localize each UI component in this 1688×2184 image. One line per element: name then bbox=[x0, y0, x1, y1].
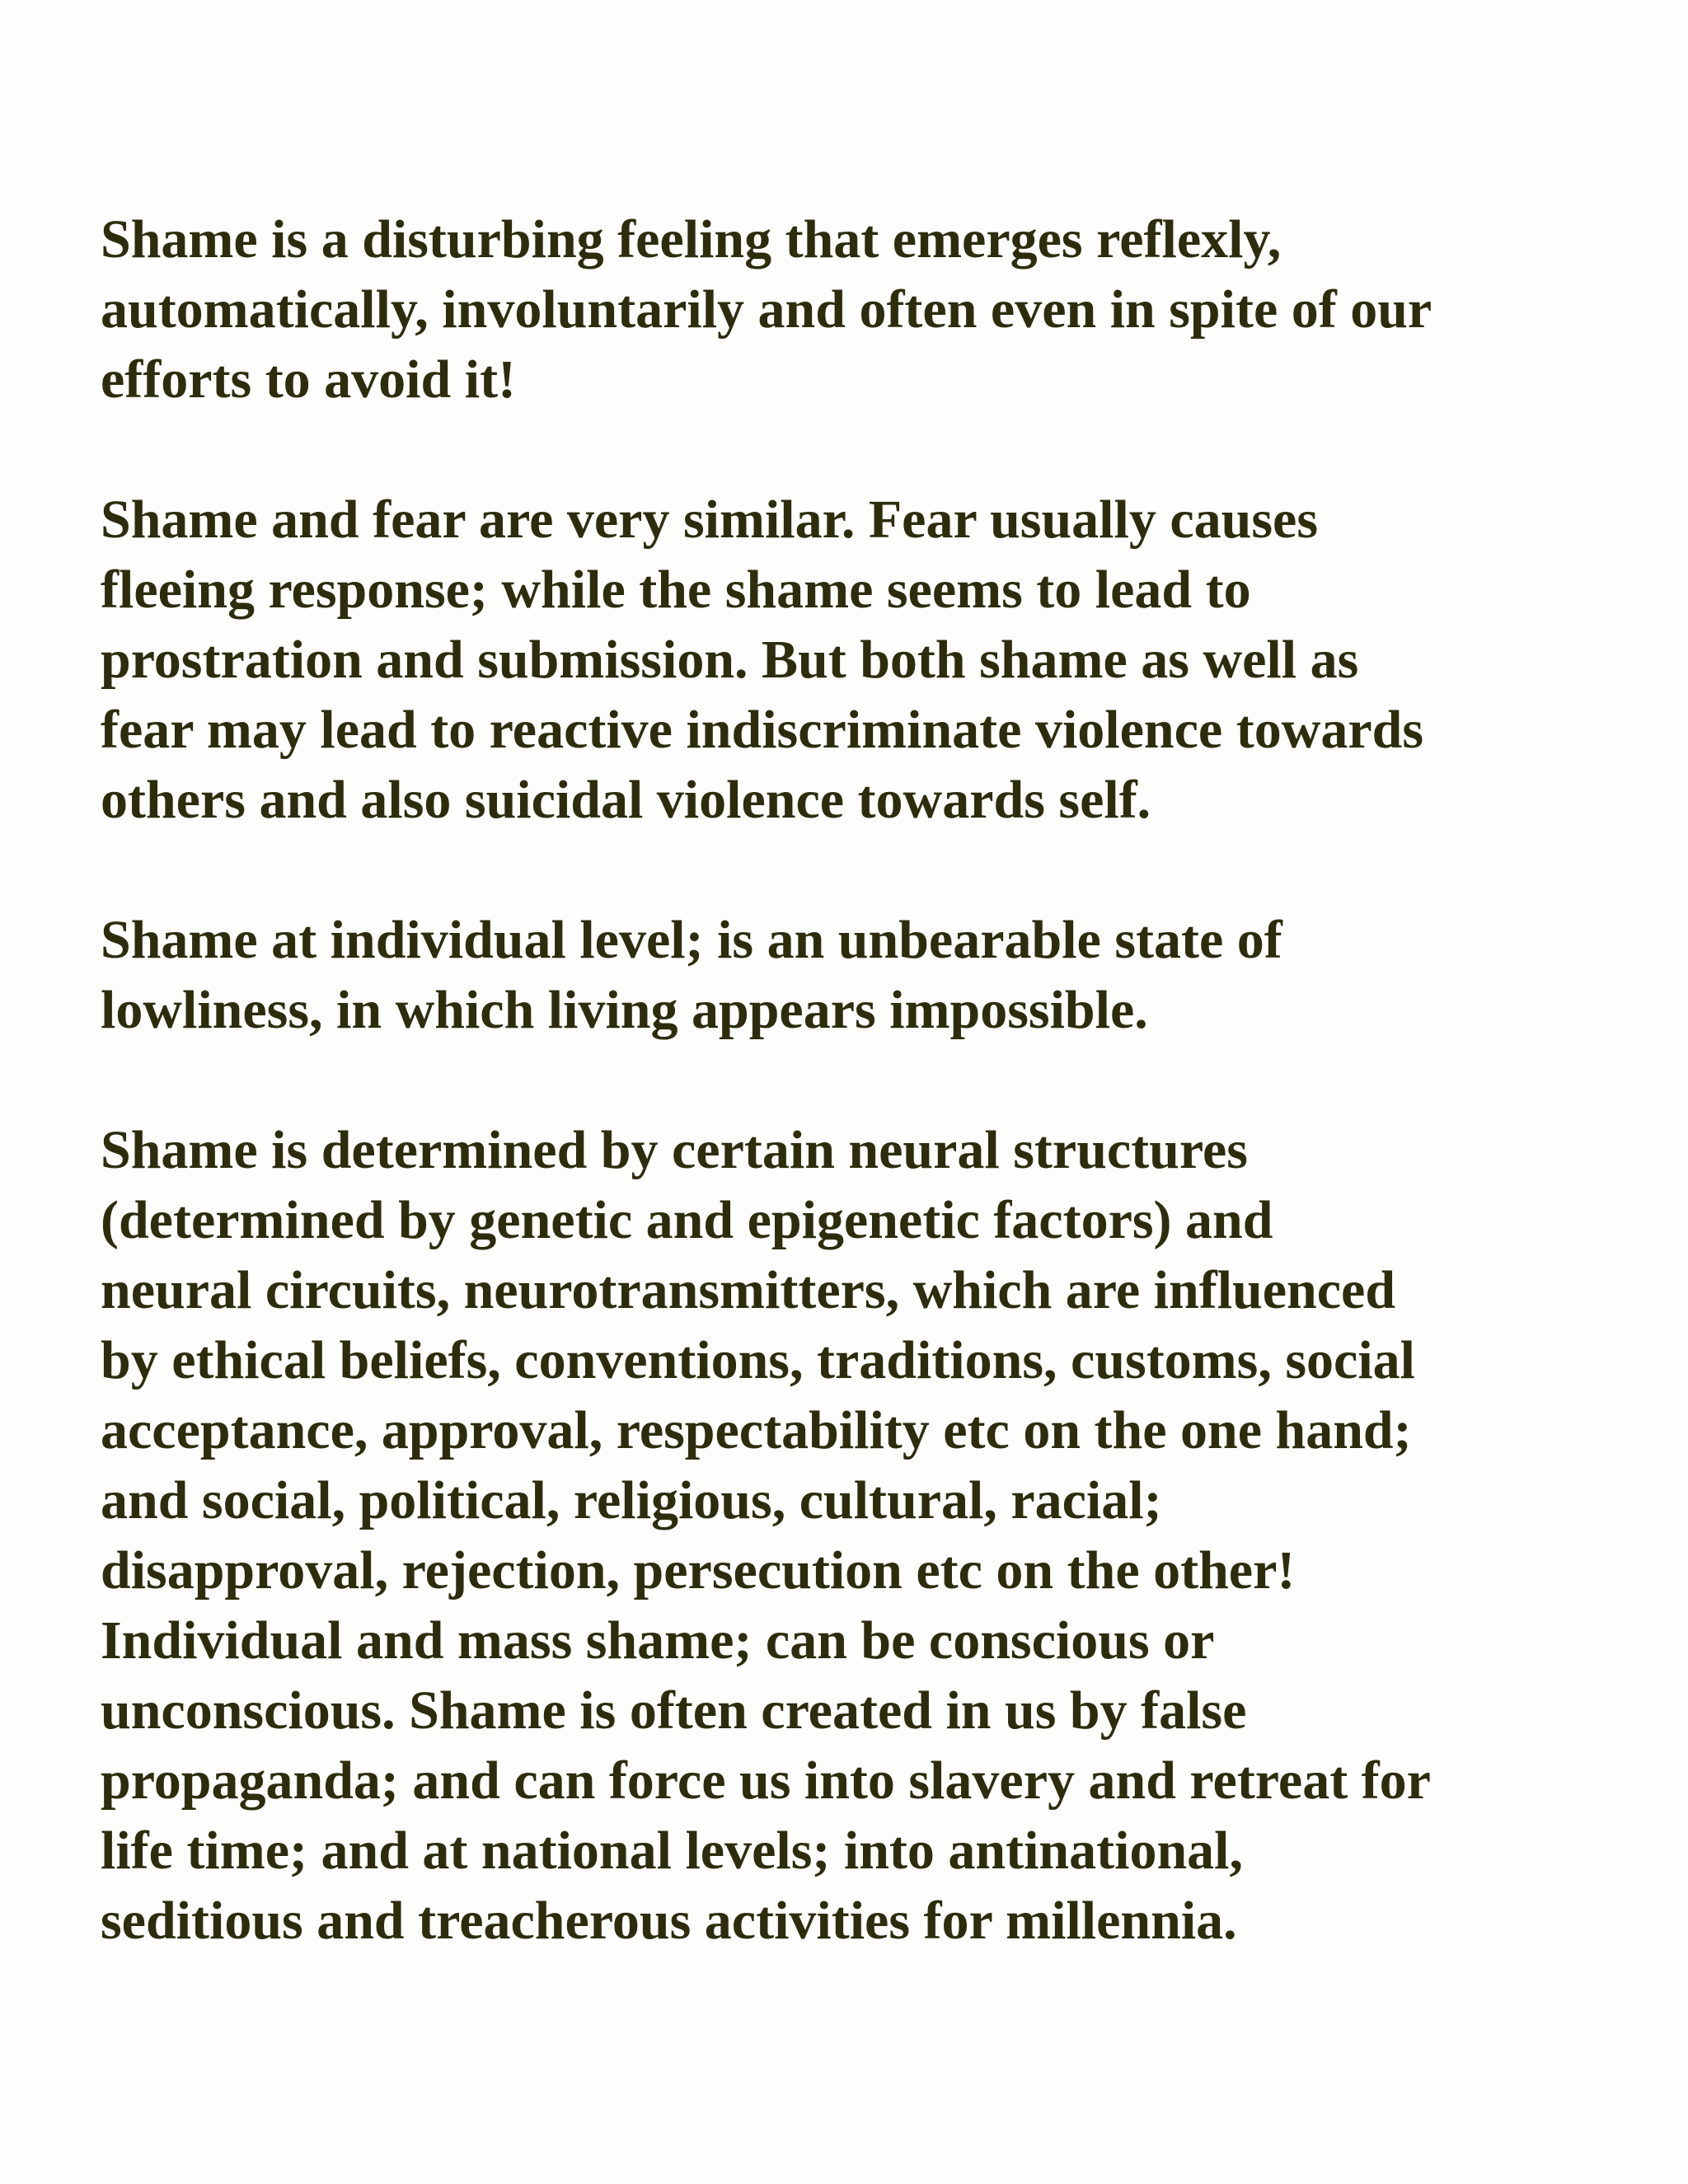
text-line: Shame is a disturbing feeling that emerges reflexly, bbox=[101, 209, 1282, 269]
paragraph-spacer bbox=[101, 1045, 1609, 1115]
text-line: propaganda; and can force us into slavery and retreat for bbox=[101, 1750, 1431, 1811]
text-line: efforts to avoid it! bbox=[101, 349, 517, 410]
text-line: lowliness, in which living appears impossible. bbox=[101, 980, 1148, 1040]
paragraph-individual-level bbox=[101, 905, 1609, 1045]
text-line: life time; and at national levels; into antinational, bbox=[101, 1821, 1243, 1881]
paragraph-neural-determinants bbox=[101, 1115, 1609, 1956]
text-line: fear may lead to reactive indiscriminate violence towards bbox=[101, 700, 1424, 760]
paragraph-shame-definition bbox=[101, 204, 1609, 415]
text-line: others and also suicidal violence towards self. bbox=[101, 770, 1151, 830]
paragraph-shame-and-fear bbox=[101, 485, 1609, 835]
document-page bbox=[101, 204, 1609, 1956]
text-line: (determined by genetic and epigenetic factors) and bbox=[101, 1190, 1273, 1250]
text-line: unconscious. Shame is often created in us by false bbox=[101, 1680, 1247, 1741]
text-line: neural circuits, neurotransmitters, which are influenced bbox=[101, 1260, 1396, 1320]
text-line: fleeing response; while the shame seems to lead to bbox=[101, 560, 1251, 620]
text-line: by ethical beliefs, conventions, traditions, customs, social bbox=[101, 1330, 1415, 1390]
text-line: and social, political, religious, cultural, racial; bbox=[101, 1470, 1162, 1530]
paragraph-spacer bbox=[101, 835, 1609, 905]
text-line: disapproval, rejection, persecution etc on the other! bbox=[101, 1540, 1296, 1601]
text-line: Individual and mass shame; can be conscious or bbox=[101, 1610, 1215, 1671]
text-line: acceptance, approval, respectability etc on the one hand; bbox=[101, 1400, 1412, 1460]
text-line: Shame is determined by certain neural structures bbox=[101, 1120, 1248, 1180]
text-line: prostration and submission. But both shame as well as bbox=[101, 630, 1359, 690]
text-line: automatically, involuntarily and often even in spite of our bbox=[101, 279, 1432, 340]
text-line: Shame at individual level; is an unbearable state of bbox=[101, 910, 1282, 970]
paragraph-spacer bbox=[101, 415, 1609, 485]
text-line: seditious and treacherous activities for millennia. bbox=[101, 1891, 1237, 1951]
text-line: Shame and fear are very similar. Fear usually causes bbox=[101, 490, 1319, 550]
